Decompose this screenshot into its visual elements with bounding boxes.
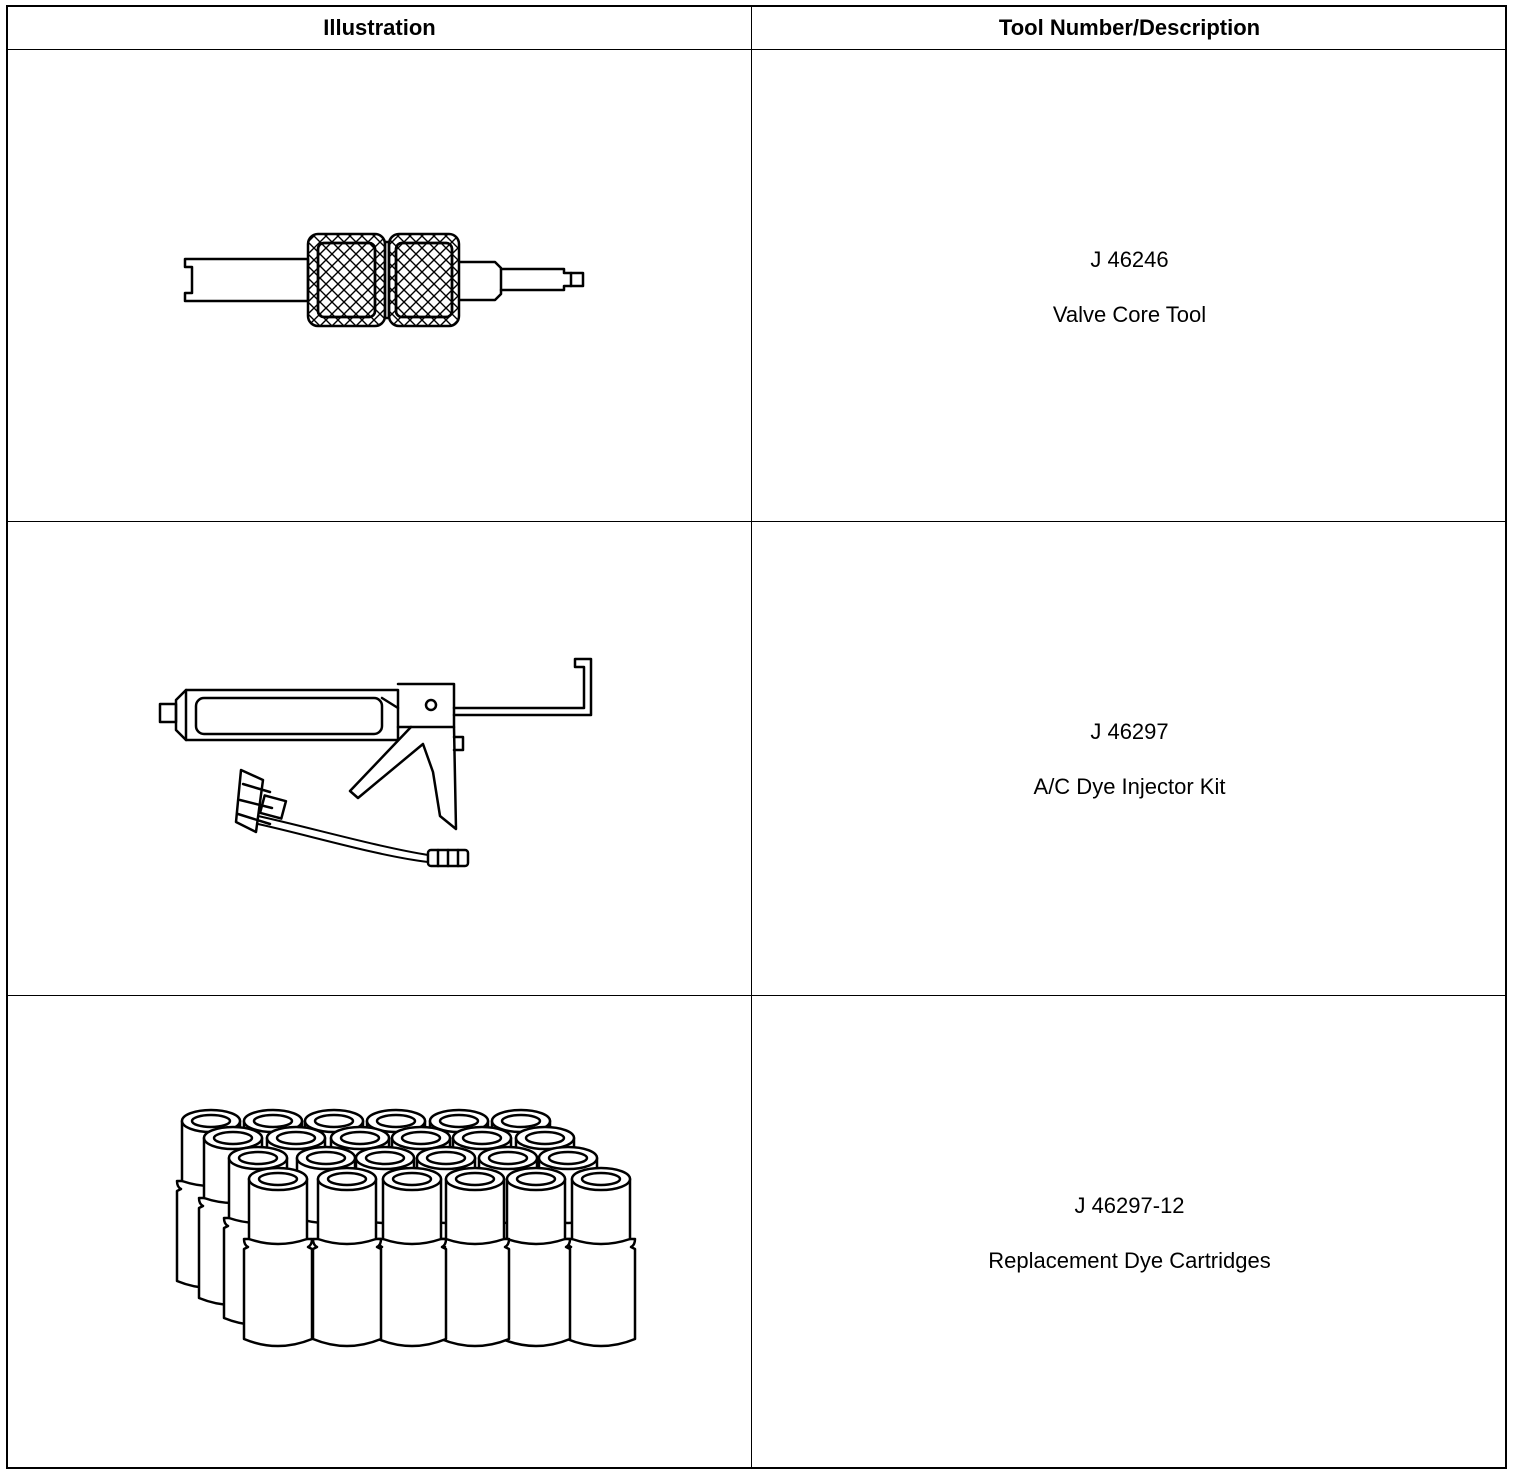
description-cell [752, 996, 1507, 1469]
valve-core-tool-icon [8, 50, 751, 521]
tools-table [6, 5, 1507, 1469]
table-row [8, 996, 1505, 1469]
table-row [8, 50, 1505, 521]
header-tool-description: Tool Number/Description [998, 15, 1261, 40]
illustration-cell [8, 996, 751, 1469]
tool-number: J 46297 [1090, 719, 1169, 744]
illustration-cell [8, 522, 751, 995]
illustration-cell [8, 50, 751, 521]
dye-cartridges-icon [8, 996, 751, 1469]
dye-injector-gun-icon [8, 522, 751, 995]
tool-name: Replacement Dye Cartridges [988, 1248, 1271, 1273]
tool-number: J 46297-12 [1074, 1193, 1185, 1218]
description-cell [752, 522, 1507, 995]
tool-number: J 46246 [1090, 247, 1169, 272]
tool-name: A/C Dye Injector Kit [1033, 774, 1226, 799]
table-row [8, 522, 1505, 995]
header-illustration: Illustration [323, 15, 436, 40]
tool-name: Valve Core Tool [1052, 302, 1207, 327]
description-cell [752, 50, 1507, 521]
